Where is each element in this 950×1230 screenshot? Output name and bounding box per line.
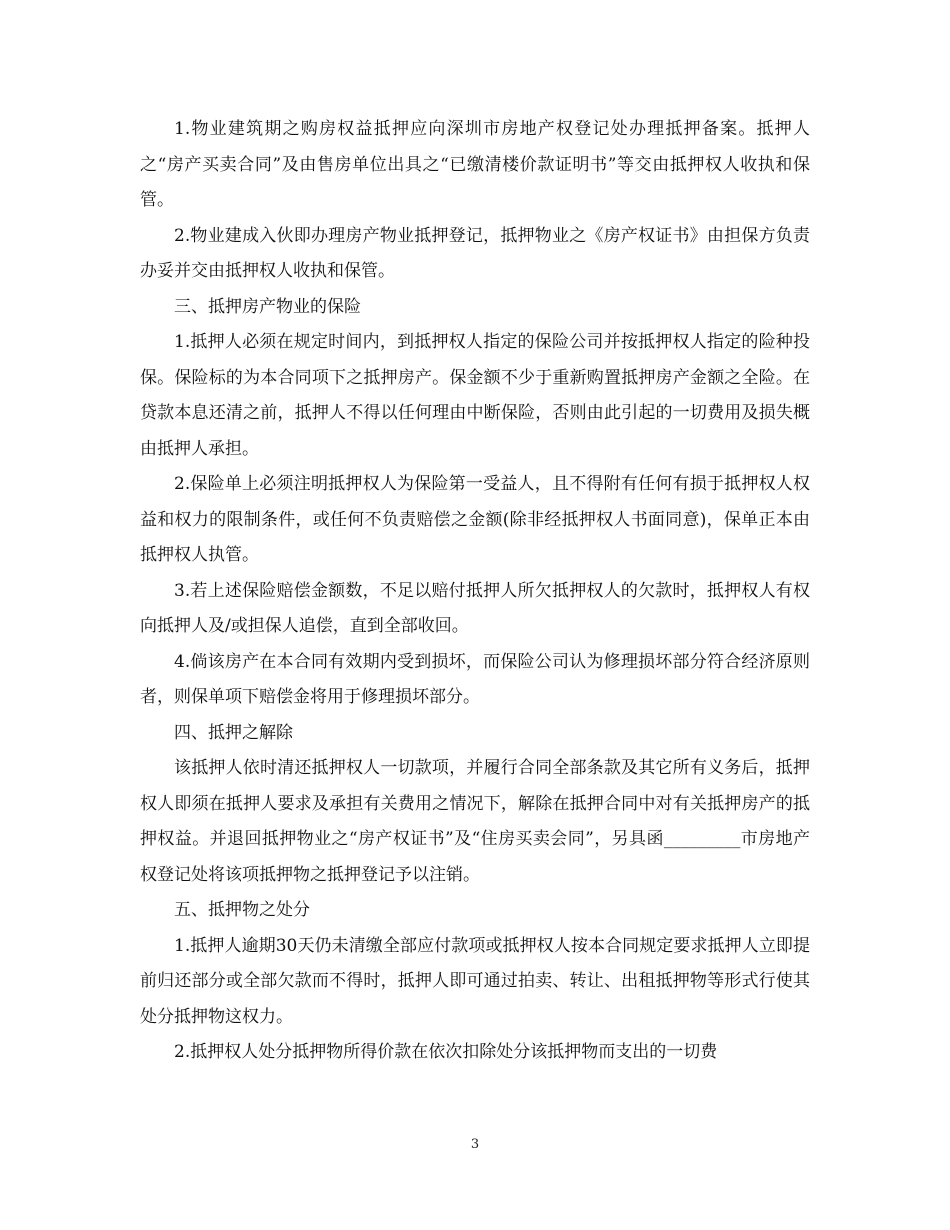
paragraph-insurance-4: 4.倘该房产在本合同有效期内受到损坏，而保险公司认为修理损坏部分符合经济原则者，则保单项下赔偿金将用于修理损坏部分。 [140,651,810,707]
document-body [140,112,810,1071]
paragraph-filing-during-construction: 1.物业建筑期之购房权益抵押应向深圳市房地产权登记处办理抵押备案。抵押人之“房产买卖合同”及由售房单位出具之“已缴清楼价款证明书”等交由抵押权人收执和保管。 [140,119,810,210]
paragraph-insurance-1: 1.抵押人必须在规定时间内，到抵押权人指定的保险公司并按抵押权人指定的险种投保。保险标的为本合同项下之抵押房产。保金额不少于重新购置抵押房产金额之全险。在贷款本息还清之前，抵押人不得以任何理由中断保险，否则由此引起的一切费用及损失概由抵押人承担。 [140,332,810,459]
paragraph-insurance-3: 3.若上述保险赔偿金额数，不足以赔付抵押人所欠抵押权人的欠款时，抵押权人有权向抵押人及/或担保人追偿，直到全部收回。 [140,580,810,636]
section-heading-release: 四、抵押之解除 [174,722,293,743]
section-heading-insurance: 三、抵押房产物业的保险 [174,296,361,317]
page-number: 3 [470,1137,480,1152]
paragraph-insurance-2: 2.保险单上必须注明抵押权人为保险第一受益人，且不得附有任何有损于抵押权人权益和权力的限制条件，或任何不负责赔偿之金额(除非经抵押权人书面同意)，保单正本由抵押权人执管。 [140,474,810,565]
paragraph-disposal-1: 1.抵押人逾期30天仍未清缴全部应付款项或抵押权人按本合同规定要求抵押人立即提前归还部分或全部欠款而不得时，抵押人即可通过拍卖、转让、出租抵押物等形式行使其处分抵押物这权力。 [140,935,810,1027]
paragraph-registration-after-completion: 2.物业建成入伙即办理房产物业抵押登记，抵押物业之《房产权证书》由担保方负责办妥并交由抵押权人收执和保管。 [140,225,810,281]
paragraph-release: 该抵押人依时清还抵押权人一切款项，并履行合同全部条款及其它所有义务后，抵押权人即须在抵押人要求及承担有关费用之情况下，解除在抵押合同中对有关抵押房产的抵押权益。并退回抵押物业之“房产权证书”及“住房买卖会同”，另具函_________市房地产权登记处将该项抵押物之抵押登记予以注销。 [140,758,810,885]
paragraph-disposal-2: 2.抵押权人处分抵押物所得价款在依次扣除处分该抵押物而支出的一切费 [174,1042,718,1062]
section-heading-disposal: 五、抵押物之处分 [174,900,310,920]
